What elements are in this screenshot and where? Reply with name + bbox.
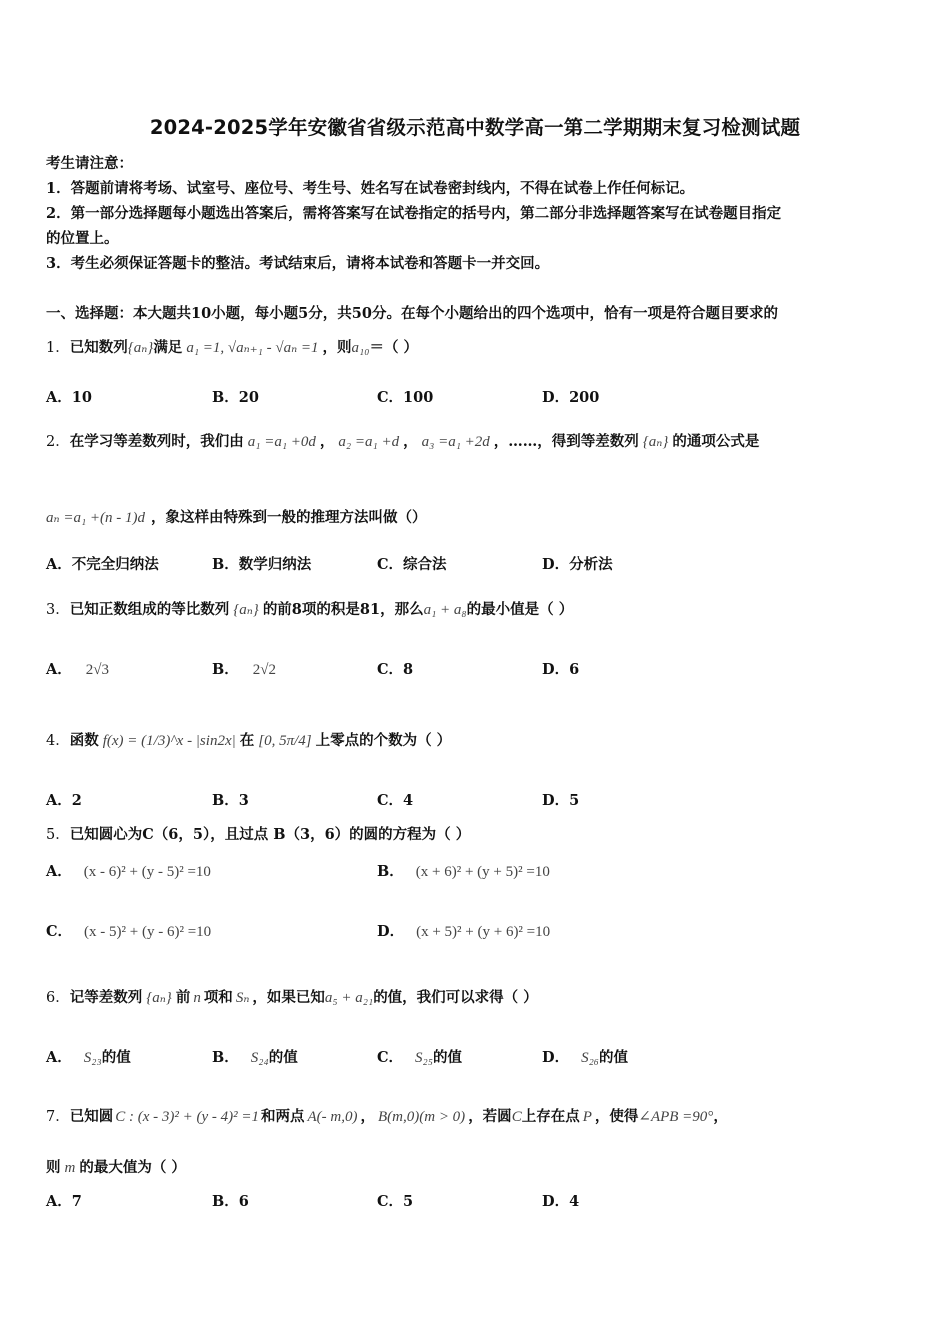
option-b: B．3 bbox=[212, 792, 249, 809]
math-expression: {aₙ} bbox=[146, 990, 172, 1006]
option-suffix: 的值 bbox=[101, 1049, 131, 1066]
option-c bbox=[46, 920, 211, 941]
question-text: 和两点 bbox=[261, 1108, 305, 1125]
question-text: 前 bbox=[175, 989, 191, 1006]
question-1 bbox=[46, 336, 418, 357]
math-expression: aₙ =a₁ +(n - 1)d bbox=[46, 510, 146, 526]
question-number: 4． bbox=[46, 733, 70, 749]
question-text: ， bbox=[319, 433, 335, 450]
math-expression: (x + 6)² + (y + 5)² =10 bbox=[415, 864, 550, 880]
math-expression: {aₙ} bbox=[642, 434, 669, 450]
option-label: B． bbox=[377, 863, 404, 880]
math-expression: P bbox=[582, 1109, 592, 1125]
question-number: 7． bbox=[46, 1109, 70, 1125]
option-a bbox=[46, 658, 109, 679]
math-expression: Sₙ bbox=[235, 990, 250, 1006]
option-suffix: 的值 bbox=[268, 1049, 298, 1066]
question-5 bbox=[46, 823, 470, 844]
question-text: 的最大值为（ ） bbox=[79, 1159, 186, 1176]
question-text: 记等差数列 bbox=[69, 989, 143, 1006]
option-label: B． bbox=[212, 661, 239, 678]
option-b bbox=[212, 1046, 298, 1067]
option-label: A． bbox=[46, 863, 72, 880]
option-a: A．10 bbox=[46, 389, 92, 406]
math-expression: 2√2 bbox=[252, 662, 276, 678]
math-expression: S₂₅ bbox=[415, 1050, 433, 1066]
question-number: 6． bbox=[46, 990, 70, 1006]
math-expression: {aₙ} bbox=[127, 340, 154, 356]
question-text: ，则 bbox=[322, 339, 352, 356]
question-text: ，如果已知 bbox=[252, 989, 325, 1006]
question-text: 满足 bbox=[153, 339, 183, 356]
option-c: C．100 bbox=[377, 389, 434, 406]
option-d: D．4 bbox=[542, 1193, 580, 1210]
question-text: ， bbox=[713, 1108, 728, 1125]
notice-item-1: 1．答题前请将考场、试室号、座位号、考生号、姓名写在试卷密封线内，不得在试卷上作任何标记。 bbox=[46, 180, 695, 197]
question-3 bbox=[46, 598, 573, 619]
option-d: D．6 bbox=[542, 661, 580, 678]
option-label: A． bbox=[46, 1049, 72, 1066]
question-text: 的通项公式是 bbox=[672, 433, 760, 450]
question-text: 已知圆 bbox=[69, 1108, 114, 1125]
math-expression: (x - 5)² + (y - 6)² =10 bbox=[84, 924, 212, 940]
option-a bbox=[46, 860, 211, 881]
math-expression: a₂ =a₁ +d bbox=[338, 434, 400, 450]
option-b: B．6 bbox=[212, 1193, 249, 1210]
option-a bbox=[46, 1046, 131, 1067]
question-text: 已知数列 bbox=[69, 339, 128, 356]
question-text: 上存在点 bbox=[521, 1108, 580, 1125]
math-expression: S₂₃ bbox=[83, 1050, 102, 1066]
question-6 bbox=[46, 986, 538, 1007]
option-a: A．7 bbox=[46, 1193, 82, 1210]
question-text: ，……，得到等差数列 bbox=[493, 433, 639, 450]
option-c: C．8 bbox=[377, 661, 414, 678]
question-number: 3． bbox=[46, 602, 70, 618]
question-text: 则 bbox=[46, 1159, 61, 1176]
option-c bbox=[377, 1046, 462, 1067]
question-4 bbox=[46, 729, 451, 750]
option-a: A．不完全归纳法 bbox=[46, 556, 159, 573]
option-d bbox=[377, 920, 550, 941]
math-expression: {aₙ} bbox=[233, 602, 259, 618]
question-text: 项和 bbox=[203, 989, 233, 1006]
option-label: B． bbox=[212, 1049, 239, 1066]
math-expression: S₂₆ bbox=[581, 1050, 600, 1066]
question-text: 已知圆心为C（6，5），且过点 B（3，6）的圆的方程为（ ） bbox=[69, 826, 471, 843]
math-expression: [0, 5π/4] bbox=[258, 733, 312, 749]
question-text: ，象这样由特殊到一般的推理方法叫做（） bbox=[151, 509, 427, 526]
math-expression: C : (x - 3)² + (y - 4)² =1 bbox=[115, 1109, 260, 1125]
question-text: ， bbox=[360, 1108, 375, 1125]
option-label: A． bbox=[46, 661, 72, 678]
question-text: ＝（ ） bbox=[369, 339, 419, 356]
question-7-cont bbox=[46, 1156, 186, 1177]
option-label: D． bbox=[542, 1049, 570, 1066]
math-expression: a₁ =1, √aₙ₊₁ - √aₙ =1 bbox=[186, 340, 319, 356]
question-text: ， bbox=[403, 433, 418, 450]
math-expression: a₁ =a₁ +0d bbox=[247, 434, 316, 450]
math-expression: a₅ + a₂₁ bbox=[324, 990, 374, 1006]
math-expression: a₃ =a₁ +2d bbox=[421, 434, 490, 450]
notice-heading: 考生请注意： bbox=[46, 155, 133, 172]
math-expression: (x + 5)² + (y + 6)² =10 bbox=[416, 924, 551, 940]
option-c: C．综合法 bbox=[377, 556, 447, 573]
option-c: C．5 bbox=[377, 1193, 414, 1210]
option-b bbox=[377, 860, 550, 881]
option-suffix: 的值 bbox=[432, 1049, 462, 1066]
question-text: 在学习等差数列时，我们由 bbox=[69, 433, 244, 450]
question-number: 5． bbox=[46, 827, 70, 843]
math-expression: B(m,0)(m > 0) bbox=[378, 1109, 466, 1125]
math-expression: C bbox=[511, 1109, 522, 1125]
option-label: C． bbox=[46, 923, 73, 940]
question-7 bbox=[46, 1105, 728, 1126]
option-label: D． bbox=[377, 923, 405, 940]
math-expression: S₂₄ bbox=[250, 1050, 269, 1066]
option-d: D．200 bbox=[542, 389, 600, 406]
question-text: 上零点的个数为（ ） bbox=[315, 732, 452, 749]
question-text: 的最小值是（ ） bbox=[466, 601, 574, 618]
question-text: 的值，我们可以求得（ ） bbox=[373, 989, 538, 1006]
option-b: B．数学归纳法 bbox=[212, 556, 312, 573]
notice-item-3: 3．考生必须保证答题卡的整洁。考试结束后，请将本试卷和答题卡一并交回。 bbox=[46, 255, 550, 272]
notice-item-2-cont: 的位置上。 bbox=[46, 230, 119, 247]
math-expression: (x - 6)² + (y - 5)² =10 bbox=[83, 864, 211, 880]
math-expression: ∠APB =90° bbox=[638, 1109, 714, 1125]
option-suffix: 的值 bbox=[599, 1049, 629, 1066]
page-title: 2024-2025学年安徽省省级示范高中数学高一第二学期期末复习检测试题 bbox=[149, 116, 801, 139]
question-text: 已知正数组成的等比数列 bbox=[69, 601, 230, 618]
notice-item-2: 2．第一部分选择题每小题选出答案后，需将答案写在试卷指定的括号内，第二部分非选择题答案写在试卷题目指定 bbox=[46, 205, 782, 222]
option-d: D．分析法 bbox=[542, 556, 613, 573]
question-number: 1． bbox=[46, 340, 70, 356]
option-a: A．2 bbox=[46, 792, 82, 809]
math-expression: f(x) = (1/3)^x - |sin2x| bbox=[102, 733, 236, 749]
question-2-cont bbox=[46, 506, 427, 527]
question-text: 函数 bbox=[69, 732, 99, 749]
question-2 bbox=[46, 430, 759, 451]
math-expression: a₁ + a₈ bbox=[423, 602, 467, 618]
option-b bbox=[212, 658, 276, 679]
question-text: ，使得 bbox=[594, 1108, 639, 1125]
option-label: C． bbox=[377, 1049, 404, 1066]
section-heading: 一、选择题：本大题共10小题，每小题5分，共50分。在每个小题给出的四个选项中，恰有一项是符合题目要求的 bbox=[46, 305, 778, 322]
question-number: 2． bbox=[46, 434, 70, 450]
math-expression: A(- m,0) bbox=[307, 1109, 358, 1125]
option-b: B．20 bbox=[212, 389, 259, 406]
question-text: 的前8项的积是81，那么 bbox=[262, 601, 424, 618]
option-d bbox=[542, 1046, 628, 1067]
question-text: ，若圆 bbox=[468, 1108, 512, 1125]
math-expression: m bbox=[64, 1160, 76, 1176]
option-c: C．4 bbox=[377, 792, 414, 809]
math-expression: n bbox=[193, 990, 201, 1006]
math-expression: 2√3 bbox=[85, 662, 109, 678]
option-d: D．5 bbox=[542, 792, 580, 809]
math-expression: a₁₀ bbox=[351, 340, 370, 356]
question-text: 在 bbox=[239, 732, 255, 749]
